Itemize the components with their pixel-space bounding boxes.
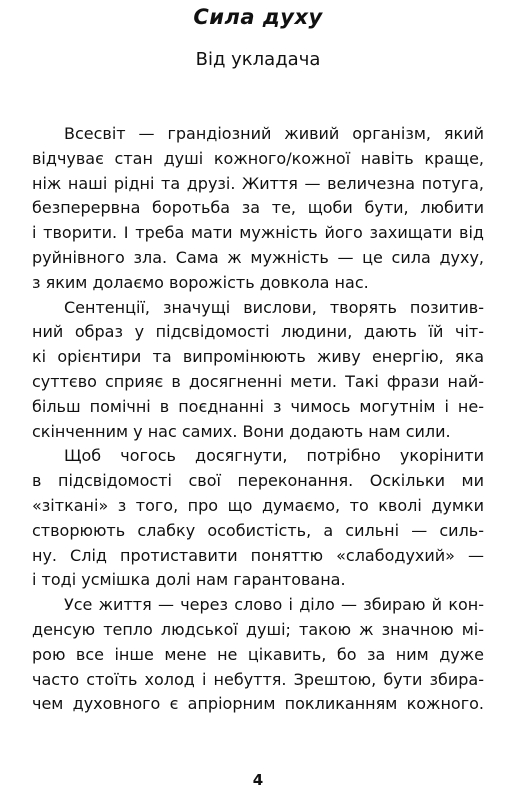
text-line: і тоді усмішка долі нам гарантована.	[32, 570, 346, 590]
text-line: ний образ у підсвідомості людини, дають їй чіт-	[32, 322, 484, 342]
text-line: ніж наші рідні та друзі. Життя — величезна потуга,	[32, 173, 484, 193]
text-line: рою все інше мене не цікавить, бо за ним дуже	[32, 644, 484, 664]
text-line: безперервна боротьба за те, щоби бути, любити	[32, 198, 484, 218]
text-line: і творити. І треба мати мужність його захищати від	[32, 223, 484, 243]
paragraph-3	[32, 444, 484, 593]
text-line: Щоб чогось досягнути, потрібно укорінити	[64, 446, 484, 466]
text-line: в підсвідомості свої переконання. Оскільки ми	[32, 471, 484, 491]
text-line: створюють слабку особистість, а сильні — силь-	[32, 520, 484, 540]
body-text	[32, 122, 484, 717]
paragraph-4	[32, 593, 484, 717]
running-head-title: Сила духу	[193, 5, 323, 29]
text-line: відчуває стан душі кожного/кожної навіть краще,	[32, 148, 484, 168]
text-line: більш помічні в поєднанні з чимось могутнім і не-	[32, 396, 484, 416]
text-line: Всесвіт — грандіозний живий організм, який	[64, 124, 484, 143]
text-line: з яким долаємо ворожість довкола нас.	[32, 272, 369, 292]
text-line: Усе життя — через слово і діло — збираю й кон-	[64, 595, 484, 615]
text-line: денсую тепло людської душі; такою ж значною мі-	[32, 619, 484, 639]
paragraph-1	[32, 122, 484, 296]
text-line: кі орієнтири та випромінюють живу енергію, яка	[32, 347, 484, 367]
text-line: Сентенції, значущі вислови, творять позитив-	[64, 297, 484, 317]
text-line: ну. Слід протиставити поняттю «слабодухий» —	[32, 545, 484, 565]
text-line: суттєво сприяє в досягненні мети. Такі фрази най-	[32, 371, 484, 391]
text-line: «зіткані» з того, про що думаємо, то кволі думки	[32, 495, 484, 515]
text-line: руйнівного зла. Сама ж мужність — це сила духу,	[32, 247, 484, 267]
text-line: чем духовного є апріорним покликанням кожного.	[32, 694, 484, 714]
section-title: Від укладача	[195, 49, 321, 70]
paragraph-2	[32, 296, 484, 445]
page-number: 4	[252, 771, 264, 789]
text-line: часто стоїть холод і небуття. Зрештою, бути збира-	[32, 669, 484, 689]
text-line: скінченним у нас самих. Вони додають нам сили.	[32, 421, 451, 441]
